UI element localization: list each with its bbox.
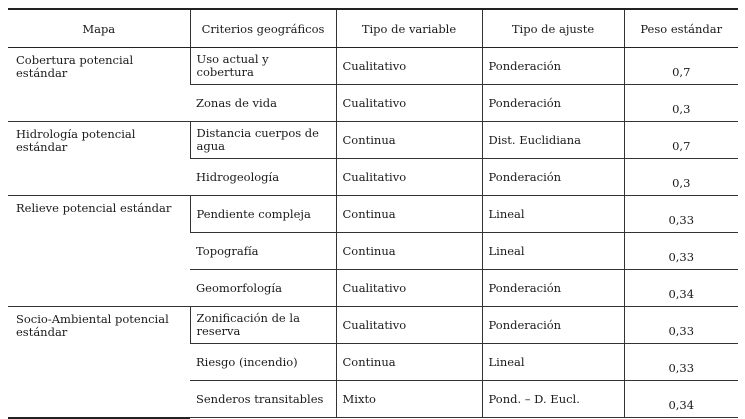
table-body	[8, 48, 738, 418]
map-cell: Cobertura potencial estándar	[8, 48, 190, 122]
criterio-cell: Hidrogeología	[190, 159, 336, 196]
criterio-cell: Zonas de vida	[190, 85, 336, 122]
variable-cell: Cualitativo	[336, 270, 482, 307]
criterio-cell: Topografía	[190, 233, 336, 270]
ajuste-cell: Pond. – D. Eucl.	[482, 381, 624, 418]
ajuste-cell: Ponderación	[482, 159, 624, 196]
peso-cell: 0,33	[624, 196, 738, 233]
criterio-cell: Uso actual y cobertura	[190, 48, 336, 85]
table-header	[8, 9, 738, 48]
ajuste-cell: Ponderación	[482, 270, 624, 307]
variable-cell: Continua	[336, 196, 482, 233]
peso-cell: 0,3	[624, 85, 738, 122]
map-cell: Socio-Ambiental potencial estándar	[8, 307, 190, 418]
variable-cell: Cualitativo	[336, 48, 482, 85]
criterio-cell: Geomorfología	[190, 270, 336, 307]
ajuste-cell: Lineal	[482, 344, 624, 381]
variable-cell: Continua	[336, 122, 482, 159]
peso-cell: 0,33	[624, 233, 738, 270]
peso-cell: 0,33	[624, 344, 738, 381]
ajuste-cell: Lineal	[482, 233, 624, 270]
header-tipo-variable: Tipo de variable	[336, 9, 482, 48]
ajuste-cell: Dist. Euclidiana	[482, 122, 624, 159]
table-row	[8, 48, 738, 85]
peso-cell: 0,34	[624, 381, 738, 418]
peso-cell: 0,7	[624, 48, 738, 85]
peso-cell: 0,7	[624, 122, 738, 159]
variable-cell: Cualitativo	[336, 159, 482, 196]
variable-cell: Continua	[336, 233, 482, 270]
peso-cell: 0,34	[624, 270, 738, 307]
criterio-cell: Riesgo (incendio)	[190, 344, 336, 381]
header-tipo-ajuste: Tipo de ajuste	[482, 9, 624, 48]
header-peso: Peso estándar	[624, 9, 738, 48]
header-mapa: Mapa	[8, 9, 190, 48]
criteria-table	[8, 8, 738, 419]
table-row	[8, 307, 738, 344]
variable-cell: Mixto	[336, 381, 482, 418]
map-cell: Relieve potencial estándar	[8, 196, 190, 307]
header-criterios: Criterios geográficos	[190, 9, 336, 48]
criterio-cell: Pendiente compleja	[190, 196, 336, 233]
criterio-cell: Senderos transitables	[190, 381, 336, 418]
ajuste-cell: Ponderación	[482, 85, 624, 122]
variable-cell: Cualitativo	[336, 85, 482, 122]
ajuste-cell: Ponderación	[482, 48, 624, 85]
ajuste-cell: Lineal	[482, 196, 624, 233]
variable-cell: Cualitativo	[336, 307, 482, 344]
peso-cell: 0,33	[624, 307, 738, 344]
ajuste-cell: Ponderación	[482, 307, 624, 344]
criterio-cell: Distancia cuerpos de agua	[190, 122, 336, 159]
map-cell: Hidrología potencial estándar	[8, 122, 190, 196]
table-row	[8, 122, 738, 159]
peso-cell: 0,3	[624, 159, 738, 196]
criterio-cell: Zonificación de la reserva	[190, 307, 336, 344]
table-row	[8, 196, 738, 233]
variable-cell: Continua	[336, 344, 482, 381]
